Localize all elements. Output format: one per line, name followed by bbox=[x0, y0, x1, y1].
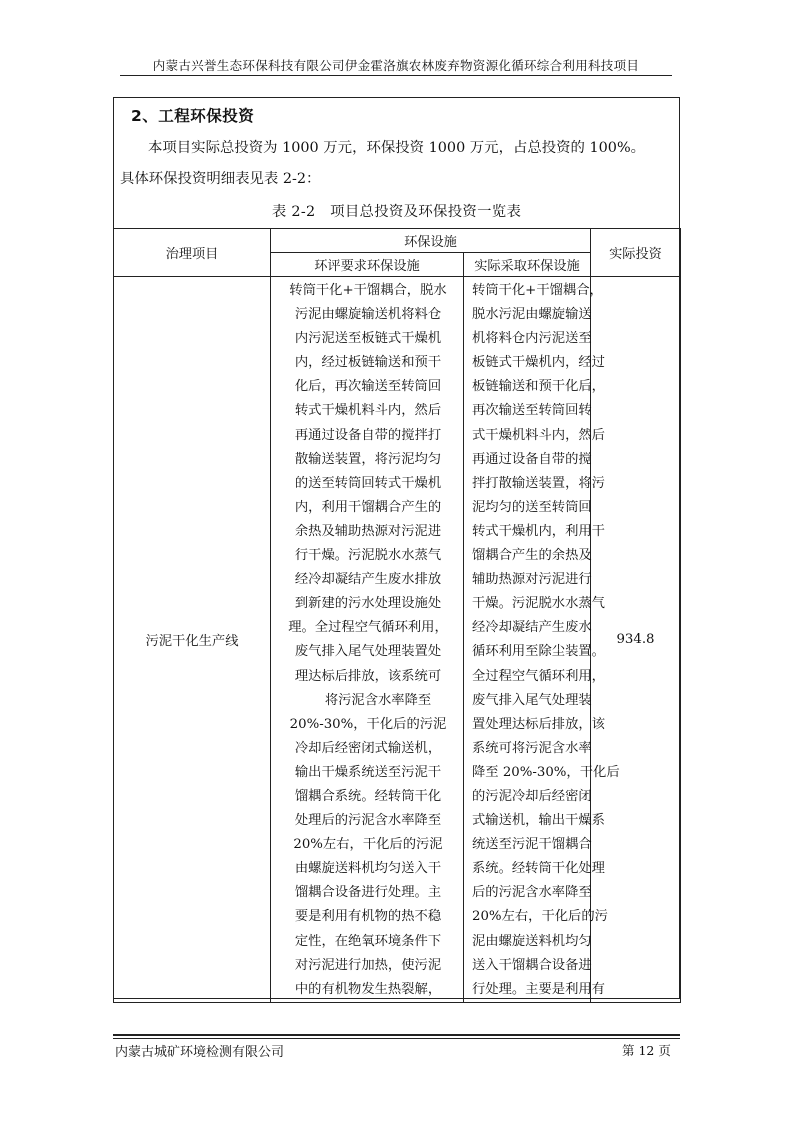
actual-measures-text bbox=[464, 277, 620, 1002]
cell-text-line: 输出干燥系统送至污泥干 bbox=[294, 764, 442, 780]
cell-text-line: 散输送装置，将污泥均匀 bbox=[294, 451, 442, 467]
cell-text-line: 馏耦合设备进行处理。主 bbox=[294, 885, 442, 901]
header-investment: 实际投资 bbox=[591, 229, 681, 277]
cell-text-line: 废气排入尾气处理装置处 bbox=[294, 644, 442, 660]
header-rule bbox=[120, 75, 672, 76]
cell-text-line: 要是利用有机物的热不稳 bbox=[294, 909, 442, 925]
cell-text-line: 内，利用干馏耦合产生的 bbox=[294, 499, 442, 515]
row-item-name: 污泥干化生产线 bbox=[114, 277, 271, 1003]
cell-text-line: 再次输送至转筒回转 bbox=[472, 403, 592, 419]
cell-text-line: 降至 20%-30%，干化后 bbox=[472, 764, 620, 780]
header-item: 治理项目 bbox=[114, 229, 271, 277]
investment-paragraph bbox=[120, 133, 668, 195]
cell-text-line: 的送至转筒回转式干燥机 bbox=[294, 475, 442, 491]
cell-text-line: 统送至污泥干馏耦合 bbox=[472, 837, 592, 853]
cell-text-line: 系统可将污泥含水率 bbox=[472, 740, 592, 756]
cell-text-line: 余热及辅助热源对污泥进 bbox=[294, 523, 442, 539]
cell-text-line: 中的有机物发生热裂解， bbox=[294, 981, 442, 997]
required-measures-cell bbox=[271, 277, 464, 1003]
cell-text-line: 的污泥冷却后经密闭 bbox=[472, 788, 592, 804]
required-measures-text bbox=[271, 277, 463, 1002]
cell-text-line: 将污泥含水率降至 bbox=[324, 692, 432, 708]
cell-text-line: 全过程空气循环利用， bbox=[472, 668, 605, 684]
cell-text-line: 转式干燥机料斗内，然后 bbox=[294, 403, 442, 419]
cell-text-line: 循环利用至除尘装置。 bbox=[472, 644, 605, 660]
cell-text-line: 再通过设备自带的搅拌打 bbox=[294, 427, 442, 443]
table-caption: 表 2-2 项目总投资及环保投资一览表 bbox=[271, 204, 522, 220]
cell-text-line: 脱水污泥由螺旋输送 bbox=[472, 307, 592, 323]
footer-rule bbox=[113, 1034, 680, 1036]
cell-text-line: 拌打散输送装置，将污 bbox=[472, 475, 605, 491]
cell-text-line: 经冷却凝结产生废水 bbox=[472, 620, 592, 636]
cell-text-line: 馏耦合产生的余热及 bbox=[472, 548, 592, 564]
cell-text-line: 后的污泥含水率降至 bbox=[472, 885, 592, 901]
cell-text-line: 20%左右，干化后的污 bbox=[472, 909, 608, 925]
document-header: 内蒙古兴誉生态环保科技有限公司伊金霍洛旗农林废弃物资源化循环综合利用科技项目 bbox=[152, 58, 640, 73]
table-row bbox=[114, 277, 681, 1003]
section-heading: 2、工程环保投资 bbox=[131, 107, 255, 125]
cell-text-line: 板链输送和预干化后， bbox=[472, 379, 605, 395]
cell-text-line: 内，经过板链输送和预干 bbox=[294, 355, 442, 371]
header-facilities: 环保设施 bbox=[271, 229, 591, 253]
footer-company: 内蒙古城矿环境检测有限公司 bbox=[115, 1045, 285, 1060]
cell-text-line: 干燥。污泥脱水水蒸气 bbox=[472, 596, 605, 612]
cell-text-line: 废气排入尾气处理装 bbox=[472, 692, 592, 708]
page-number: 第 12 页 bbox=[622, 1043, 671, 1058]
cell-text-line: 污泥由螺旋输送机将料仓 bbox=[294, 307, 442, 323]
cell-text-line: 对污泥进行加热，使污泥 bbox=[294, 957, 442, 973]
cell-text-line: 辅助热源对污泥进行 bbox=[472, 572, 592, 588]
cell-text-line: 板链式干燥机内，经过 bbox=[472, 355, 605, 371]
row-investment-value: 934.8 bbox=[591, 277, 681, 1003]
cell-text-line: 由螺旋送料机均匀送入干 bbox=[294, 861, 442, 877]
cell-text-line: 泥由螺旋送料机均匀 bbox=[472, 933, 592, 949]
cell-text-line: 式干燥机料斗内，然后 bbox=[472, 427, 605, 443]
cell-text-line: 定性，在绝氧环境条件下 bbox=[294, 933, 442, 949]
footer-rule-thin bbox=[113, 1038, 680, 1039]
cell-text-line: 再通过设备自带的搅 bbox=[472, 451, 592, 467]
cell-text-line: 行处理。主要是利用有 bbox=[472, 981, 605, 997]
cell-text-line: 理。全过程空气循环利用， bbox=[288, 620, 448, 636]
cell-text-line: 经冷却凝结产生废水排放 bbox=[294, 572, 442, 588]
cell-text-line: 20%-30%，干化后的污泥 bbox=[289, 716, 447, 732]
cell-text-line: 到新建的污水处理设施处 bbox=[294, 596, 442, 612]
cell-text-line: 送入干馏耦合设备进 bbox=[472, 957, 592, 973]
cell-text-line: 转式干燥机内，利用干 bbox=[472, 523, 605, 539]
cell-text-line: 转筒干化+干馏耦合， bbox=[472, 283, 603, 298]
cell-text-line: 式输送机，输出干燥系 bbox=[472, 813, 605, 829]
cell-text-line: 馏耦合系统。经转筒干化 bbox=[294, 788, 442, 804]
cell-text-line: 理达标后排放，该系统可 bbox=[294, 668, 442, 684]
cell-text-line: 处理后的污泥含水率降至 bbox=[294, 813, 442, 829]
header-required: 环评要求环保设施 bbox=[271, 253, 464, 277]
actual-measures-cell bbox=[464, 277, 620, 1003]
cell-text-line: 泥均匀的送至转筒回 bbox=[472, 499, 592, 515]
cell-text-line: 20%左右，干化后的污泥 bbox=[293, 837, 443, 853]
cell-text-line: 转筒干化+干馏耦合，脱水 bbox=[289, 283, 447, 298]
paragraph-line-2: 具体环保投资明细表见表 2-2： bbox=[120, 171, 321, 187]
investment-table bbox=[113, 228, 681, 1003]
paragraph-line-1: 本项目实际总投资为 1000 万元，环保投资 1000 万元，占总投资的 100%。 bbox=[148, 140, 646, 156]
cell-text-line: 内污泥送至板链式干燥机 bbox=[294, 331, 442, 347]
cell-text-line: 置处理达标后排放，该 bbox=[472, 716, 605, 732]
cell-text-line: 机将料仓内污泥送至 bbox=[472, 331, 592, 347]
cell-text-line: 行干燥。污泥脱水水蒸气 bbox=[294, 548, 442, 564]
cell-text-line: 化后，再次输送至转筒回 bbox=[294, 379, 442, 395]
cell-text-line: 冷却后经密闭式输送机， bbox=[294, 740, 442, 756]
cell-text-line: 系统。经转筒干化处理 bbox=[472, 861, 605, 877]
header-actual-measures: 实际采取环保设施 bbox=[464, 253, 591, 277]
